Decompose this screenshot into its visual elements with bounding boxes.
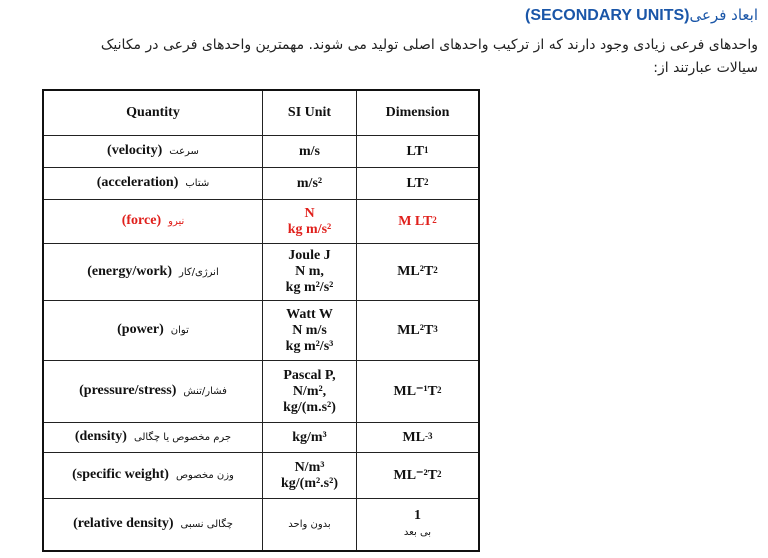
dimension-exponent: 2 (436, 384, 442, 395)
quantity-en: (specific weight) (72, 467, 169, 482)
quantity-cell (43, 244, 263, 301)
quantity-cell (43, 200, 263, 244)
si-unit-line: N m/s (292, 322, 327, 338)
quantity-en: (pressure/stress) (79, 383, 177, 398)
dimension-base: ML (402, 429, 426, 445)
si-unit-line: N (304, 205, 315, 221)
si-unit-cell (263, 361, 357, 423)
header-dimension: Dimension (357, 90, 480, 136)
heading-en: (SECONDARY UNITS) (525, 7, 690, 24)
dimension-none: بی بعد (403, 526, 432, 538)
dimension-cell (357, 301, 480, 361)
si-unit-cell (263, 301, 357, 361)
dimension-base: ML⁻²T (393, 467, 437, 483)
si-unit-line: kg/(m.s²) (283, 399, 336, 415)
table-row (43, 200, 479, 244)
dimension-exponent: 2 (423, 176, 429, 187)
dimension-exponent: -3 (425, 430, 433, 441)
si-unit-line: N m, (295, 264, 324, 279)
si-unit-line: m/s² (296, 175, 323, 191)
table-row (43, 423, 479, 453)
quantity-en: (power) (117, 322, 164, 337)
table-body (43, 136, 479, 551)
header-quantity: Quantity (43, 90, 263, 136)
dimension-cell (357, 168, 480, 200)
si-unit-line: N/m², (292, 383, 327, 399)
si-unit-cell (263, 168, 357, 200)
dimension-cell (357, 200, 480, 244)
header-si-unit: SI Unit (263, 90, 357, 136)
quantity-cell (43, 499, 263, 551)
quantity-en: (velocity) (107, 143, 163, 158)
quantity-en: (density) (74, 429, 127, 444)
dimension-exponent: 1 (423, 144, 429, 155)
quantity-fa: شتاب (185, 178, 210, 189)
dimension-cell (357, 499, 480, 551)
quantity-cell (43, 453, 263, 499)
dimension-base: ML²T (397, 264, 434, 279)
section-heading (525, 6, 758, 25)
table-row (43, 301, 479, 361)
dimension-cell (357, 453, 480, 499)
dimension-base: LT (406, 175, 424, 191)
table-row (43, 136, 479, 168)
dimension-exponent: 2 (433, 265, 438, 275)
dimension-base: 1 (414, 507, 421, 523)
quantity-fa: فشار/تنش (183, 386, 227, 397)
dimension-cell (357, 361, 480, 423)
si-unit-none: بدون واحد (288, 518, 331, 530)
table-row (43, 168, 479, 200)
quantity-fa: توان (170, 325, 189, 336)
heading-fa: ابعاد فرعی (689, 6, 758, 24)
dimension-exponent: 2 (432, 214, 437, 225)
dimension-base: ML²T (397, 322, 434, 338)
dimension-base: M LT (398, 213, 433, 229)
quantity-fa: چگالی نسبی (180, 518, 233, 530)
si-unit-cell (263, 136, 357, 168)
si-unit-line: Pascal P, (283, 367, 336, 383)
table-row (43, 499, 479, 551)
si-unit-cell (263, 423, 357, 453)
si-unit-line: kg/m³ (292, 429, 327, 445)
quantity-cell (43, 301, 263, 361)
intro-paragraph: واحدهای فرعی زیادی وجود دارند که از ترکیب واحدهای اصلی تولید می شوند. مهمترین واحدهای فرعی در مکانیک سیالات عبارتند از: (100, 37, 758, 76)
dimension-exponent: 2 (436, 468, 442, 479)
table-header-row (43, 90, 479, 136)
quantity-en: (force) (121, 213, 162, 228)
table-row (43, 361, 479, 423)
quantity-fa: وزن مخصوص (175, 470, 234, 481)
si-unit-cell (263, 453, 357, 499)
quantity-fa: انرژی/کار (179, 266, 219, 278)
quantity-cell (43, 168, 263, 200)
table-row (43, 453, 479, 499)
quantity-fa: نیرو (168, 216, 185, 227)
si-unit-line: N/m³ (294, 459, 325, 475)
dimension-exponent: 3 (433, 323, 438, 334)
si-unit-line: m/s (299, 143, 320, 159)
si-unit-line: kg/(m².s²) (280, 475, 338, 491)
si-unit-line: kg m/s² (287, 221, 332, 237)
quantity-fa: سرعت (169, 146, 199, 157)
si-unit-line: Joule J (288, 248, 331, 263)
dimension-base: ML⁻¹T (393, 383, 437, 399)
quantity-cell (43, 423, 263, 453)
si-unit-line: Watt W (286, 306, 333, 322)
table-row (43, 244, 479, 301)
units-table (42, 89, 480, 552)
quantity-en: (acceleration) (96, 175, 179, 190)
si-unit-line: kg m²/s² (285, 280, 334, 295)
quantity-en: (relative density) (73, 515, 174, 531)
quantity-en: (energy/work) (87, 263, 172, 279)
si-unit-cell (263, 200, 357, 244)
dimension-base: LT (406, 143, 424, 159)
dimension-cell (357, 244, 480, 301)
dimension-cell (357, 423, 480, 453)
dimension-cell (357, 136, 480, 168)
si-unit-cell (263, 244, 357, 301)
quantity-cell (43, 361, 263, 423)
si-unit-line: kg m²/s³ (285, 338, 334, 354)
quantity-cell (43, 136, 263, 168)
si-unit-cell (263, 499, 357, 551)
quantity-fa: جرم مخصوص یا چگالی (133, 432, 232, 443)
